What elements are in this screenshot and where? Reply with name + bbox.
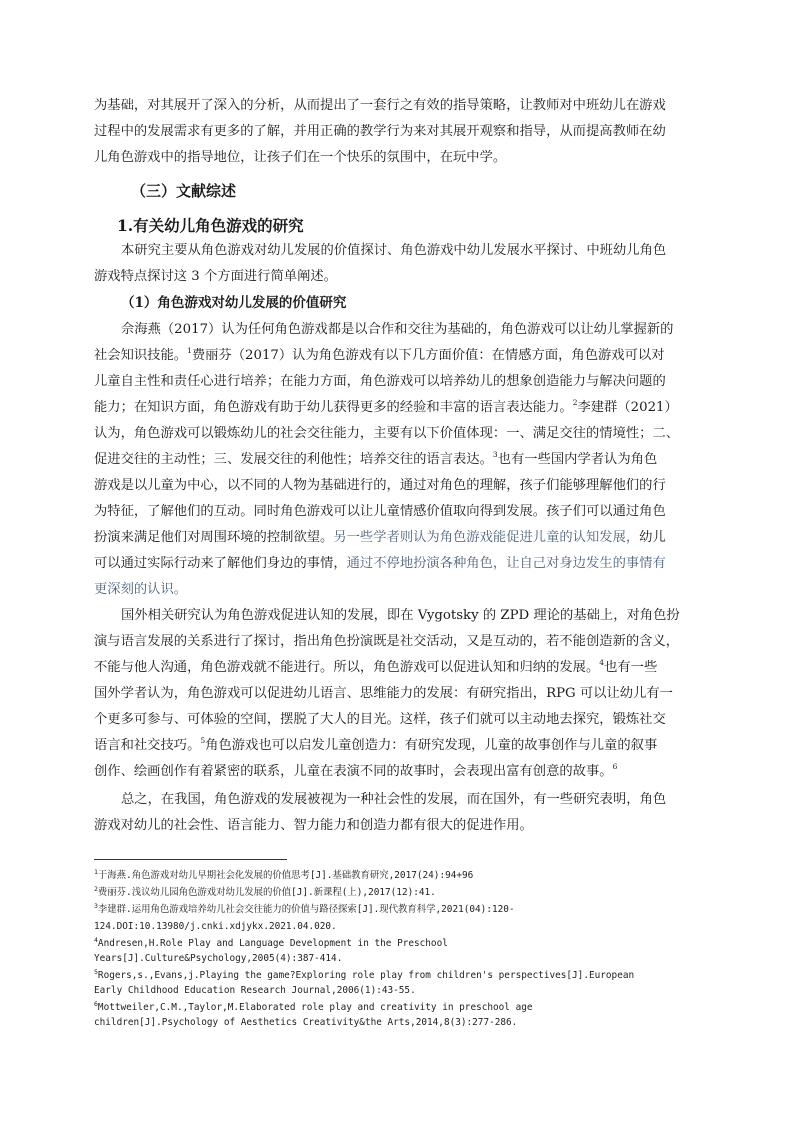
footnote-item: $^2$费丽芬.浅议幼儿园角色游戏对幼儿发展的价值[J].新课程(上),2017(12):41. (94, 885, 436, 898)
footnote-ref[interactable]: 1 (187, 346, 192, 355)
paragraph-line: 国外学者认为，角色游戏可以促进幼儿语言、思维能力的发展：有研究指出，RPG 可以让幼儿有一 (94, 686, 673, 701)
footnote-ref[interactable]: 5 (200, 736, 206, 745)
paragraph-line: 本研究主要从角色游戏对幼儿发展的价值探讨、角色游戏中幼儿发展水平探讨、中班幼儿角色 (121, 243, 667, 258)
footnote-item: $^6$Mottweiler,C.M.,Taylor,M.Elaborated role play and creativity in preschool age (94, 1000, 533, 1013)
paragraph-line: 游戏对幼儿的社会性、语言能力、智力能力和创造力都有很大的促进作用。 (94, 818, 533, 833)
footnote-ref[interactable]: 4 (599, 658, 605, 667)
footnote-item: Early Childhood Education Research Journal,2006(1):43-55. (94, 985, 416, 996)
paragraph-line: 促进交往的主动性；三、发展交往的利他性；培养交往的语言表达。$^3$也有一些国内学者认为角色 (94, 450, 658, 467)
highlighted-text: 另一些学者则认为角色游戏能促进儿童的认知发展， (333, 530, 640, 545)
paragraph-line: 为特征，了解他们的互动。同时角色游戏可以让儿童情感价值取向得到发展。孩子们可以通过角色 (94, 504, 666, 519)
paragraph-line: 为基础，对其展开了深入的分析，从而提出了一套行之有效的指导策略，让教师对中班幼儿在游戏 (94, 98, 666, 113)
paragraph-line: 总之，在我国，角色游戏的发展被视为一种社会性的发展，而在国外，有一些研究表明，角色 (121, 792, 667, 807)
paragraph-line: 游戏是以儿童为中心，以不同的人物为基础进行的，通过对角色的理解，孩子们能够理解他们的行 (94, 478, 666, 493)
sub-heading: 1.有关幼儿角色游戏的研究 (117, 216, 304, 235)
paragraph-line: 创作、绘画创作有着紧密的联系，儿童在表演不同的故事时，会表现出富有创意的故事。$^6$ (94, 762, 618, 779)
footnote-item: 124.DOI:10.13980/j.cnki.xdjykx.2021.04.020. (94, 921, 337, 932)
paragraph-line: 国外相关研究认为角色游戏促进认知的发展，即在 Vygotsky 的 ZPD 理论的基础上，对角色扮 (121, 608, 680, 623)
paragraph-line: 个更多可参与、可体验的空间，摆脱了大人的目光。这样，孩子们就可以主动地去探究，锻炼社交 (94, 712, 666, 727)
paragraph-line: 更深刻的认识。 (94, 582, 188, 597)
footnote-ref[interactable]: 3 (492, 450, 498, 459)
paragraph-line: 儿角色游戏中的指导地位，让孩子们在一个快乐的氛围中，在玩中学。 (94, 150, 507, 165)
paragraph-line: 社会知识技能。$^1$费丽芬（2017）认为角色游戏有以下几方面价值：在情感方面，角色游戏可以对 (94, 346, 665, 363)
footnote-item: children[J].Psychology of Aesthetics Creativity&the Arts,2014,8(3):277-286. (94, 1017, 518, 1028)
paragraph-line: 可以通过实际行动来了解他们身边的事情，通过不停地扮演各种角色，让自己对身边发生的事情有 (94, 556, 666, 571)
footnote-item: $^4$Andresen,H.Role Play and Language Development in the Preschool (94, 936, 448, 949)
footnote-ref[interactable]: 2 (572, 398, 578, 407)
paragraph-line: 游戏特点探讨这 3 个方面进行简单阐述。 (94, 269, 337, 284)
paragraph-line: 语言和社交技巧。$^5$角色游戏也可以启发儿童创造力：有研究发现，儿童的故事创作与儿童的叙事 (94, 736, 658, 753)
paragraph-line: 演与语言发展的关系进行了探讨，指出角色扮演既是社交活动，又是互动的，若不能创造新的含义， (94, 634, 680, 649)
highlighted-text: 通过不停地扮演各种角色，让自己对身边发生的事情有 (346, 556, 666, 571)
paragraph-line: 扮演来满足他们对周围环境的控制欲望。另一些学者则认为角色游戏能促进儿童的认知发展，幼儿 (94, 530, 666, 545)
footnote-item: $^5$Rogers,s.,Evans,j.Playing the game?Exploring role play from children's perspectives[J].European (94, 968, 635, 981)
paragraph-line: 能力；在知识方面，角色游戏有助于幼儿获得更多的经验和丰富的语言表达能力。$^2$李建群（2021） (94, 398, 678, 415)
footnote-item: $^1$于海燕.角色游戏对幼儿早期社会化发展的价值思考[J].基础教育研究,2017(24):94+96 (94, 868, 474, 881)
section-heading: （三）文献综述 (131, 182, 237, 200)
footnote-ref[interactable]: 6 (612, 762, 618, 771)
paragraph-line: 认为，角色游戏可以锻炼幼儿的社会交往能力，主要有以下价值体现：一、满足交往的情境性；二、 (94, 426, 680, 441)
subsub-heading: （1）角色游戏对幼儿发展的价值研究 (121, 295, 347, 311)
footnote-item: $^3$李建群.运用角色游戏培养幼儿社会交往能力的价值与路径探索[J].现代教育科学,2021(04):120- (94, 902, 515, 915)
footnote-item: Years[J].Culture&Psychology,2005(4):387-414. (94, 953, 343, 964)
paragraph-line: 佘海燕（2017）认为任何角色游戏都是以合作和交往为基础的，角色游戏可以让幼儿掌握新的 (121, 322, 674, 337)
paragraph-line: 儿童自主性和责任心进行培养；在能力方面，角色游戏可以培养幼儿的想象创造能力与解决问题的 (94, 374, 666, 389)
paragraph-line: 过程中的发展需求有更多的了解，并用正确的教学行为来对其展开观察和指导，从而提高教师在幼 (94, 124, 666, 139)
paragraph-line: 不能与他人沟通，角色游戏就不能进行。所以，角色游戏可以促进认知和归纳的发展。$^4$也有一些 (94, 658, 658, 675)
footnote-divider (94, 859, 287, 860)
